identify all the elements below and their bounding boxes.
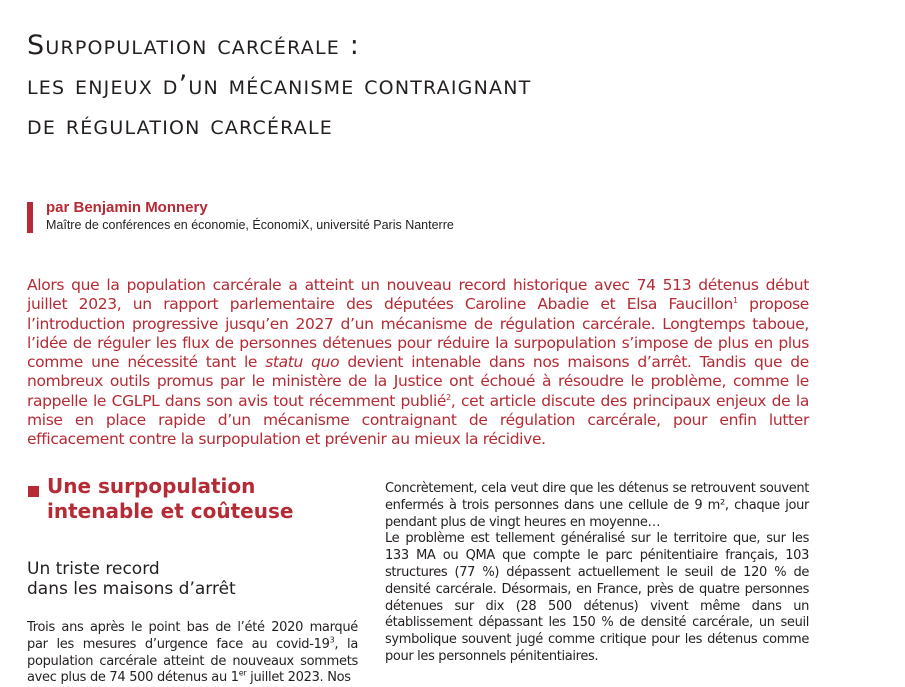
title-line-3: de régulation carcérale [27,110,333,141]
body-column-right [385,481,809,666]
abstract-text-3: devient intenable dans nos maisons d’arrêt. Tandis que de nombreux outils promus par le ministère de la Justice ont échoué à résoudre le problème, comme le rappelle le CGLPL dans son avis tout récemment publié [27,353,809,410]
subsection-title [27,559,236,599]
footnote-ref-2: 2 [446,392,451,402]
footnote-ref-1: 1 [732,296,738,306]
section-bullet-square [28,486,39,497]
author-name: par Benjamin Monnery [46,199,208,216]
article-title [27,26,531,146]
title-line-1: Surpopulation carcérale : [27,30,361,61]
abstract-text-2: propose l’introduction progressive jusqu’en 2027 d’un mécanisme de régulation carcérale. Longtemps taboue, l’idée de réguler les flux de personnes détenues pour réduire la surpopulation s’impose de plus en plus comme une nécessité tant le [27,295,809,372]
author-role: Maître de conférences en économie, ÉconomiX, université Paris Nanterre [46,218,454,232]
author-accent-bar [27,202,33,233]
col1-text-3: juillet 2023. Nos [246,670,351,686]
abstract [27,276,809,450]
abstract-text-4: , cet article discute des principaux enjeux de la mise en place rapide d’un mécanisme contraignant de régulation carcérale, pour enfin lutter efficacement contre la surpopulation et prévenir au mieux la récidive. [27,391,809,449]
col2-paragraph-1: Concrètement, cela veut dire que les détenus se retrouvent souvent enfermés à trois personnes dans une cellule de 9 m², chaque jour pendant plus de vingt heures en moyenne… [385,481,809,530]
section-title-line-2: intenable et coûteuse [47,499,294,523]
subsection-title-line-1: Un triste record [27,559,160,579]
section-title [47,474,293,524]
body-column-left [27,620,358,687]
subsection-title-line-2: dans les maisons d’arrêt [27,579,236,599]
col1-text-1: Trois ans après le point bas de l’été 2020 marqué par les mesures d’urgence face au covid-19 [27,620,358,652]
section-title-line-1: Une surpopulation [47,474,256,498]
abstract-text-1: Alors que la population carcérale a atteint un nouveau record historique avec 74 513 détenus début juillet 2023, un rapport parlementaire des députées Caroline Abadie et Elsa Faucillon [27,276,809,314]
title-line-2: les enjeux d’un mécanisme contraignant [27,70,532,101]
col2-paragraph-2: Le problème est tellement généralisé sur le territoire que, sur les 133 MA ou QMA que compte le parc pénitentiaire français, 103 structures (77 %) dépassent actuellement le seuil de 120 % de densité carcérale. Désormais, en France, près de quatre personnes détenues sur dix (28 500 détenus) vivent même dans un établissement dépassant les 150 % de densité carcérale, un seuil symbolique souvent jugé comme critique pour les détenus comme pour les personnels pénitentiaires. [385,531,809,664]
abstract-italic: statu quo [265,353,340,372]
ordinal-superscript: er [238,669,247,679]
footnote-ref-3: 3 [329,635,335,645]
col1-text-2: , la population carcérale atteint de nouveaux sommets avec plus de 74 500 détenus au 1 [27,636,358,686]
